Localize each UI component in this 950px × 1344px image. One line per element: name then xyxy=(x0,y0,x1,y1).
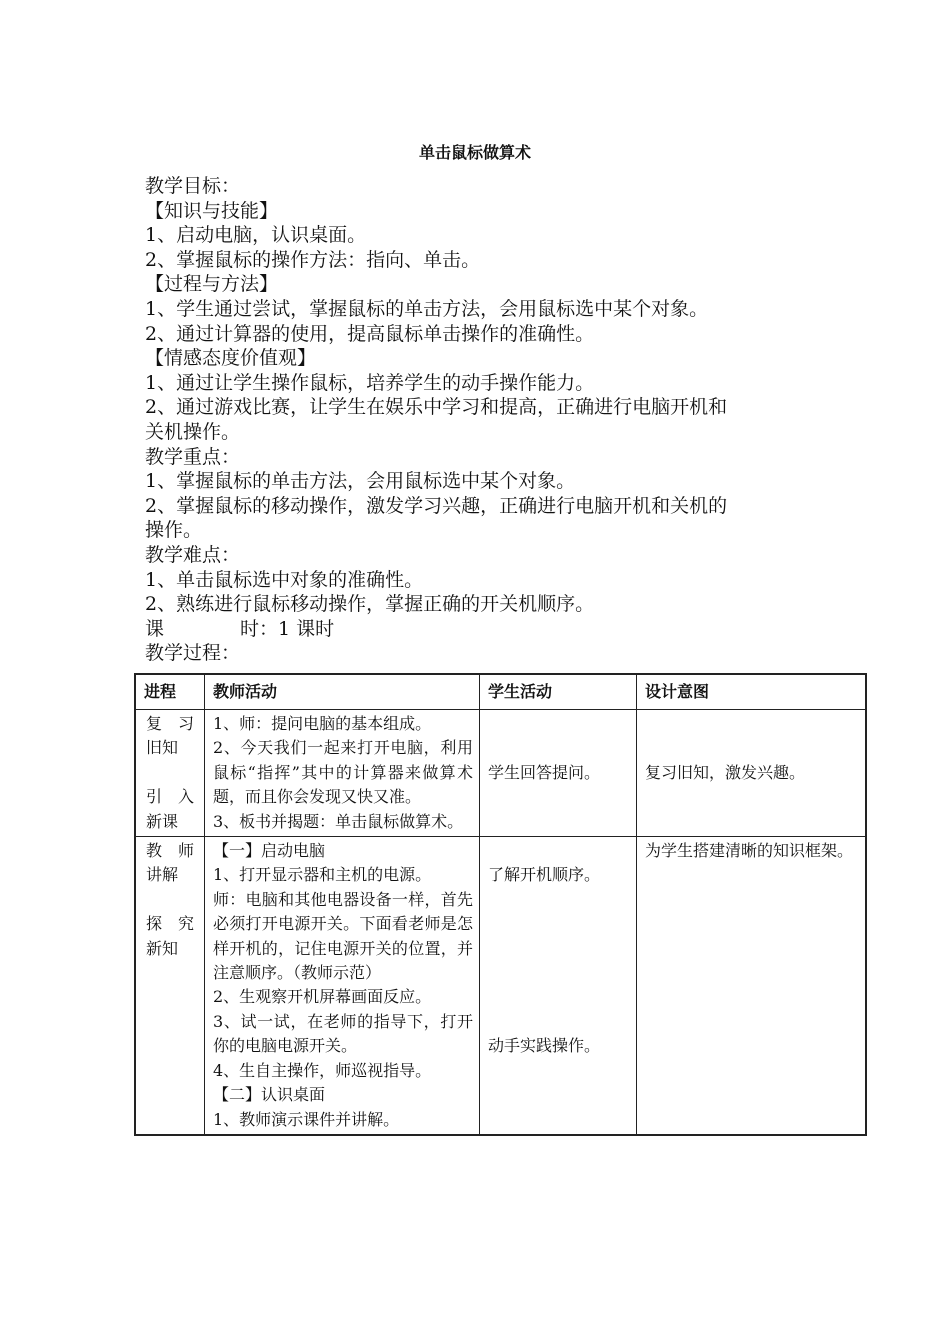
hours-value: 1 课时 xyxy=(278,617,335,640)
teacher-step: 1、师：提问电脑的基本组成。 xyxy=(213,714,432,733)
objectives-heading: 教学目标： xyxy=(145,175,241,197)
key-point-item: 2、掌握鼠标的移动操作，激发学习兴趣，正确进行电脑开机和关机的 xyxy=(145,494,728,517)
header-student-activity: 学生活动 xyxy=(480,674,637,710)
teacher-step: 2、今天我们一起来打开电脑，利用鼠标“指挥”其中的计算器来做算术题，而且你会发现又快又准。 xyxy=(213,738,473,807)
teacher-step: 【二】认识桌面 xyxy=(213,1085,326,1105)
stage-char: 探 xyxy=(146,914,163,934)
knowledge-heading: 【知识与技能】 xyxy=(145,199,279,222)
hours-label-2: 时： xyxy=(240,617,279,640)
stage-char: 入 xyxy=(177,787,194,807)
emotion-heading: 【情感态度价值观】 xyxy=(145,347,317,370)
teacher-step: 1、打开显示器和主机的电源。 xyxy=(213,865,432,885)
stage-text: 讲解 xyxy=(146,865,179,885)
header-stage: 进程 xyxy=(135,674,205,710)
stage-char: 复 xyxy=(146,714,163,733)
student-step: 了解开机顺序。 xyxy=(488,865,601,885)
teacher-step: 4、生自主操作，师巡视指导。 xyxy=(213,1060,432,1080)
table-header-row xyxy=(135,674,866,710)
student-step: 动手实践操作。 xyxy=(488,1036,601,1056)
knowledge-item: 1、启动电脑，认识桌面。 xyxy=(145,224,367,247)
stage-cell xyxy=(135,837,205,1135)
student-activity-cell xyxy=(480,837,637,1135)
table-row xyxy=(135,710,866,837)
process-method-item: 1、学生通过尝试，掌握鼠标的单击方法，会用鼠标选中某个对象。 xyxy=(145,297,709,320)
stage-char: 师 xyxy=(177,841,194,861)
difficulties-heading: 教学难点： xyxy=(145,543,241,566)
emotion-item: 2、通过游戏比赛，让学生在娱乐中学习和提高，正确进行电脑开机和 xyxy=(145,396,728,419)
table-row xyxy=(135,837,866,1135)
difficulty-item: 1、单击鼠标选中对象的准确性。 xyxy=(145,568,424,591)
process-method-item: 2、通过计算器的使用，提高鼠标单击操作的准确性。 xyxy=(145,322,595,345)
teacher-step: 【一】启动电脑 xyxy=(213,841,326,861)
process-method-heading: 【过程与方法】 xyxy=(145,273,279,296)
teacher-activity-cell xyxy=(205,710,480,837)
teacher-step: 1、教师演示课件并讲解。 xyxy=(213,1109,400,1129)
design-intent-cell: 复习旧知，激发兴趣。 xyxy=(637,710,867,837)
key-point-item: 操作。 xyxy=(145,519,203,542)
teacher-step: 师：电脑和其他电器设备一样，首先必须打开电源开关。下面看老师是怎样开机的，记住电源开关的位置，并注意顺序。（教师示范） xyxy=(213,889,473,983)
stage-char: 引 xyxy=(146,787,163,807)
teaching-process-heading: 教学过程： xyxy=(145,642,241,665)
stage-text: 新课 xyxy=(146,811,179,831)
stage-char: 究 xyxy=(177,914,194,934)
stage-char: 习 xyxy=(177,714,194,733)
header-teacher-activity: 教师活动 xyxy=(205,674,480,710)
stage-text: 旧知 xyxy=(146,738,179,758)
teacher-step: 3、试一试，在老师的指导下，打开你的电脑电源开关。 xyxy=(213,1011,473,1056)
document-title: 单击鼠标做算术 xyxy=(418,143,531,162)
teacher-step: 3、板书并揭题：单击鼠标做算术。 xyxy=(213,811,464,831)
emotion-item: 1、通过让学生操作鼠标，培养学生的动手操作能力。 xyxy=(145,371,595,394)
emotion-item: 关机操作。 xyxy=(145,420,241,443)
stage-char: 教 xyxy=(146,841,163,861)
stage-cell xyxy=(135,710,205,837)
design-intent-cell: 为学生搭建清晰的知识框架。 xyxy=(637,837,867,1135)
difficulty-item: 2、熟练进行鼠标移动操作，掌握正确的开关机顺序。 xyxy=(145,593,595,616)
stage-text: 新知 xyxy=(146,938,179,958)
course-hours xyxy=(145,617,825,642)
key-point-item: 1、掌握鼠标的单击方法，会用鼠标选中某个对象。 xyxy=(145,470,576,493)
teacher-activity-cell xyxy=(205,837,480,1135)
lesson-plan-body xyxy=(145,174,825,666)
teaching-process-table xyxy=(134,673,867,1136)
teacher-step: 2、生观察开机屏幕画面反应。 xyxy=(213,987,432,1007)
student-activity-cell: 学生回答提问。 xyxy=(480,710,637,837)
key-points-heading: 教学重点： xyxy=(145,445,241,468)
header-design-intent: 设计意图 xyxy=(637,674,867,710)
hours-label-1: 课 xyxy=(145,617,165,640)
knowledge-item: 2、掌握鼠标的操作方法：指向、单击。 xyxy=(145,248,481,271)
